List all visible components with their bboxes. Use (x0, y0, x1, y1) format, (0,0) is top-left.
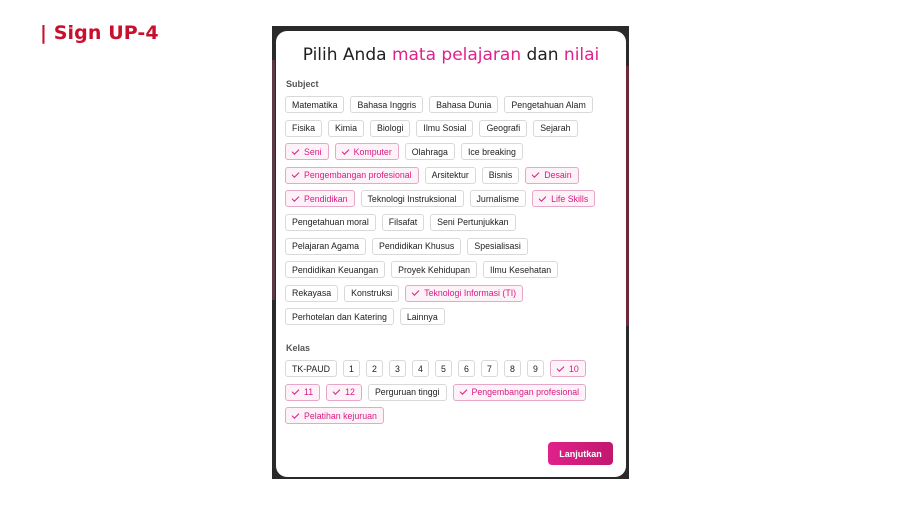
subject-chip-label: Geografi (486, 123, 521, 134)
subject-chip[interactable] (483, 261, 558, 278)
subject-chip[interactable] (328, 120, 364, 137)
check-icon (459, 387, 467, 395)
subject-chip-label: Bahasa Dunia (436, 99, 492, 110)
subject-chip-label: Proyek Kehidupan (398, 264, 470, 275)
subject-chip-label: Fisika (292, 123, 315, 134)
subject-chip[interactable] (425, 167, 476, 184)
check-icon (292, 194, 300, 202)
subject-chip[interactable] (405, 285, 523, 302)
check-icon (557, 364, 565, 372)
subject-chip-label: Komputer (353, 146, 392, 157)
subject-chip[interactable] (285, 308, 394, 325)
subject-chip[interactable] (405, 143, 455, 160)
grade-chip[interactable] (481, 360, 498, 377)
subject-chip[interactable] (525, 167, 578, 184)
title-accent-grades: nilai (563, 45, 600, 65)
subject-chip[interactable] (416, 120, 473, 137)
grade-chip[interactable] (285, 407, 384, 424)
subject-chip[interactable] (285, 96, 344, 113)
grade-chip-label: Pelatihan kejuruan (304, 410, 377, 421)
subject-chip[interactable] (285, 214, 376, 231)
subject-chip[interactable] (482, 167, 519, 184)
subject-grade-modal (276, 31, 626, 477)
subject-chip[interactable] (285, 285, 338, 302)
grade-section-label: Kelas (286, 343, 311, 353)
grade-chip[interactable] (389, 360, 406, 377)
subject-row (285, 120, 619, 137)
subject-chip[interactable] (372, 238, 461, 255)
grade-chip[interactable] (368, 384, 447, 401)
check-icon (292, 170, 300, 178)
subject-chip-label: Seni (304, 146, 322, 157)
subject-row (285, 238, 619, 255)
grade-row (285, 384, 619, 401)
subject-chip[interactable] (361, 190, 464, 207)
grade-chip[interactable] (343, 360, 360, 377)
subject-chip-label: Teknologi Instruksional (367, 193, 457, 204)
grade-chip-label: 6 (464, 363, 469, 374)
grade-chip-label: 12 (345, 387, 355, 398)
subject-chip-label: Seni Pertunjukkan (437, 217, 509, 228)
grade-chip[interactable] (412, 360, 429, 377)
subject-chip-label: Sejarah (540, 123, 571, 134)
grade-chip-label: 5 (441, 363, 446, 374)
subject-chip-label: Konstruksi (351, 288, 393, 299)
subject-chip[interactable] (532, 190, 595, 207)
grade-chip-label: 3 (395, 363, 400, 374)
grade-chip[interactable] (453, 384, 587, 401)
subject-chip[interactable] (461, 143, 523, 160)
check-icon (412, 288, 420, 296)
grade-chip[interactable] (458, 360, 475, 377)
grade-chip[interactable] (527, 360, 544, 377)
subject-chip-label: Matematika (292, 99, 338, 110)
subject-chip-label: Rekayasa (292, 288, 332, 299)
subject-chip[interactable] (504, 96, 592, 113)
grade-row (285, 407, 619, 424)
grade-chip-label: 10 (568, 363, 579, 374)
subject-chip-label: Ice breaking (467, 146, 516, 157)
grade-chip-label: 8 (510, 363, 515, 374)
check-icon (292, 387, 300, 395)
subject-chip-label: Pengetahuan moral (292, 217, 369, 228)
subject-chip-label: Arsitektur (431, 170, 469, 181)
subject-chip-list (285, 96, 619, 332)
grade-chip[interactable] (285, 384, 320, 401)
subject-chip[interactable] (382, 214, 424, 231)
subject-row (285, 143, 619, 160)
subject-chip[interactable] (391, 261, 477, 278)
grade-chip-label: Perguruan tinggi (374, 387, 440, 398)
subject-chip[interactable] (285, 190, 355, 207)
subject-row (285, 261, 619, 278)
grade-chip[interactable] (435, 360, 452, 377)
subject-chip[interactable] (285, 143, 329, 160)
subject-chip-label: Pendidikan Khusus (379, 241, 455, 252)
modal-title (276, 45, 626, 65)
backdrop-strip-left (272, 60, 275, 300)
subject-chip[interactable] (335, 143, 399, 160)
subject-row (285, 167, 619, 184)
check-icon (292, 411, 300, 419)
grade-chip-label: 4 (418, 363, 423, 374)
subject-row (285, 214, 619, 231)
subject-chip[interactable] (285, 167, 419, 184)
subject-chip-label: Perhotelan dan Katering (292, 311, 387, 322)
subject-chip-label: Lainnya (406, 311, 438, 322)
subject-chip[interactable] (533, 120, 577, 137)
grade-chip-label: 9 (533, 363, 538, 374)
grade-chip-label: 2 (372, 363, 377, 374)
subject-row (285, 190, 619, 207)
subject-chip-label: Biologi (376, 123, 404, 134)
subject-chip[interactable] (285, 238, 366, 255)
subject-chip[interactable] (285, 120, 322, 137)
subject-chip-label: Pelajaran Agama (292, 241, 359, 252)
subject-chip-label: Jurnalisme (476, 193, 520, 204)
grade-chip-label: Pengembangan profesional (471, 387, 580, 398)
grade-chip-label: 7 (487, 363, 492, 374)
subject-section-label: Subject (286, 79, 319, 89)
title-prefix: Pilih Anda (302, 45, 392, 65)
subject-chip[interactable] (344, 285, 399, 302)
title-mid: dan (521, 45, 564, 65)
check-icon (539, 194, 547, 202)
subject-chip[interactable] (370, 120, 410, 137)
subject-chip-label: Kimia (334, 123, 357, 134)
subject-chip-label: Pendidikan Keuangan (292, 264, 379, 275)
grade-chip[interactable] (366, 360, 383, 377)
subject-chip[interactable] (429, 96, 498, 113)
backdrop-strip-right (626, 66, 629, 326)
grade-chip-label: 1 (349, 363, 354, 374)
subject-chip[interactable] (479, 120, 527, 137)
subject-chip-label: Olahraga (411, 146, 448, 157)
subject-chip-label: Life Skills (551, 193, 589, 204)
grade-chip-label: 11 (304, 387, 314, 398)
check-icon (341, 147, 349, 155)
subject-chip-label: Bahasa Inggris (357, 99, 417, 110)
subject-chip[interactable] (467, 238, 527, 255)
subject-chip-label: Bisnis (488, 170, 513, 181)
subject-chip-label: Pengembangan profesional (304, 170, 412, 181)
subject-chip-label: Ilmu Kesehatan (490, 264, 552, 275)
subject-chip[interactable] (350, 96, 423, 113)
slide-label: | Sign UP-4 (40, 22, 159, 44)
title-accent-subjects: mata pelajaran (391, 45, 522, 65)
check-icon (333, 387, 341, 395)
grade-chip-label: TK-PAUD (292, 363, 330, 374)
subject-chip[interactable] (400, 308, 445, 325)
subject-chip[interactable] (470, 190, 527, 207)
subject-chip[interactable] (285, 261, 385, 278)
check-icon (532, 170, 540, 178)
subject-chip-label: Teknologi Informasi (TI) (424, 288, 517, 299)
subject-chip-label: Pendidikan (304, 193, 348, 204)
grade-chip[interactable] (326, 384, 362, 401)
grade-row (285, 360, 619, 377)
subject-chip-label: Spesialisasi (474, 241, 521, 252)
grade-chip[interactable] (504, 360, 521, 377)
subject-row (285, 308, 619, 325)
check-icon (292, 147, 300, 155)
subject-chip-label: Filsafat (388, 217, 418, 228)
subject-chip-label: Pengetahuan Alam (511, 99, 586, 110)
subject-row (285, 285, 619, 302)
subject-chip-label: Ilmu Sosial (423, 123, 467, 134)
continue-button[interactable]: Lanjutkan (548, 442, 613, 465)
grade-chip[interactable] (285, 360, 337, 377)
subject-chip[interactable] (430, 214, 515, 231)
grade-chip-list (285, 360, 619, 431)
grade-chip[interactable] (550, 360, 586, 377)
subject-row (285, 96, 619, 113)
subject-chip-label: Desain (544, 170, 572, 181)
